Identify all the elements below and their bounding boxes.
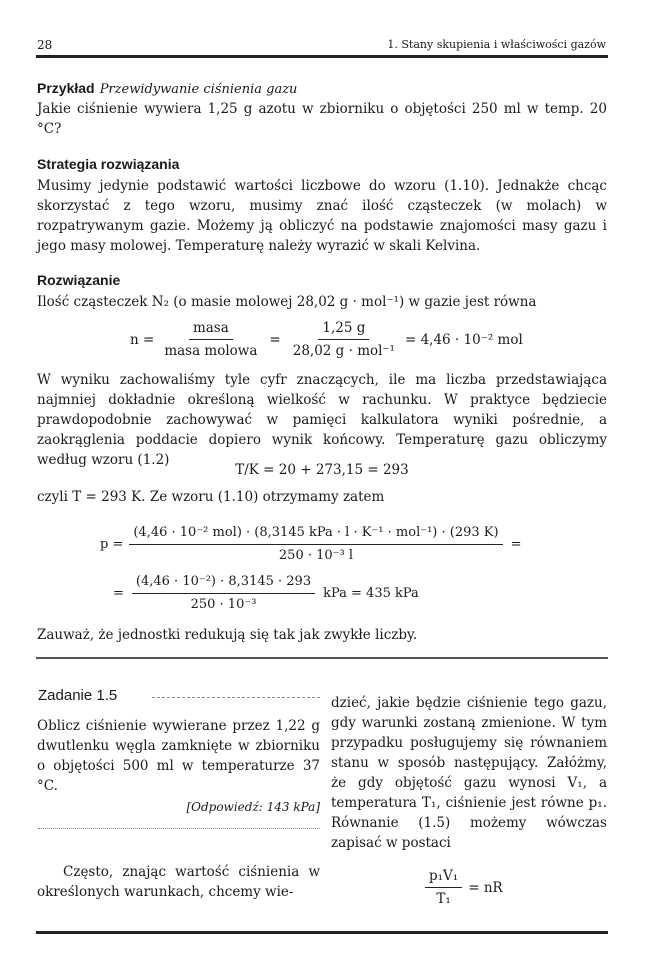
example-heading bbox=[37, 78, 607, 97]
eq3-fraction bbox=[132, 572, 315, 615]
eq3-den: 250 · 10⁻³ bbox=[190, 597, 257, 612]
state-rhs: = nR bbox=[468, 879, 503, 896]
solution-heading: Rozwiązanie bbox=[37, 272, 121, 288]
eq3-num: (4,46 · 10⁻²) · 8,3145 · 293 bbox=[132, 572, 315, 594]
eq2-tail: = bbox=[510, 536, 522, 552]
eq3-result: kPa = 435 kPa bbox=[323, 585, 419, 601]
equation-pressure-2 bbox=[113, 572, 419, 615]
eq1-frac2-num: 1,25 g bbox=[318, 318, 369, 340]
state-num: p₁V₁ bbox=[425, 866, 462, 888]
eq1-lhs: n = bbox=[130, 331, 155, 348]
page-number: 28 bbox=[37, 38, 53, 52]
eq1-frac2-den: 28,02 g · mol⁻¹ bbox=[292, 343, 395, 359]
eq2-fraction bbox=[129, 523, 502, 566]
eq2-num: (4,46 · 10⁻² mol) · (8,3145 kPa · l · K⁻¹ · mol⁻¹) · (293 K) bbox=[129, 523, 502, 545]
right-column-text: dzieć, jakie będzie ciśnienie tego gazu, gdy warunki zostaną zmienione. W tym przypadku posługujemy się równaniem stanu w sposób następujący. Załóżmy, że gdy objętość gazu wynosi V₁, a temperatura T₁, ciśnienie jest równe p₁. Równanie (1.5) możemy wówczas zapisać w postaci bbox=[331, 695, 607, 851]
eq1-frac1-den: masa molowa bbox=[164, 343, 258, 359]
exercise-title: Zadanie 1.5 bbox=[38, 687, 118, 704]
eq2-den: 250 · 10⁻³ l bbox=[278, 548, 354, 563]
eq1-result: = 4,46 · 10⁻² mol bbox=[404, 331, 523, 348]
header-rule bbox=[36, 55, 608, 58]
strategy-heading: Strategia rozwiązania bbox=[37, 156, 180, 172]
chapter-title: 1. Stany skupienia i właściwości gazów bbox=[387, 38, 606, 51]
exercise-bottom-rule bbox=[38, 828, 320, 830]
eq1-frac1-num: masa bbox=[189, 318, 233, 340]
equation-pressure-1 bbox=[100, 523, 521, 566]
example-question: Jakie ciśnienie wywiera 1,25 g azotu w zbiorniku o objętości 250 ml w temp. 20 °C? bbox=[37, 101, 607, 137]
example-label: Przykład bbox=[37, 80, 95, 96]
exercise-title-rule bbox=[152, 697, 320, 699]
solution-para3: czyli T = 293 K. Ze wzoru (1.10) otrzymamy zatem bbox=[37, 489, 385, 505]
footer-rule bbox=[36, 931, 608, 934]
state-den: T₁ bbox=[436, 891, 451, 907]
exercise-answer: [Odpowiedź: 143 kPa] bbox=[186, 800, 320, 814]
solution-para2: W wyniku zachowaliśmy tyle cyfr znaczących, ile ma liczba przedstawiająca najmniej dokładnie określoną wielkość w rachunku. W praktyce będziecie prawdopodobnie zachowywać w pamięci kalkulatora wyniki pośrednie, a zaokrąglenia poddacie dopiero wynik końcowy. Temperaturę gazu obliczymy według wzoru (1.2) bbox=[37, 372, 607, 468]
equation-temperature: T/K = 20 + 273,15 = 293 bbox=[235, 462, 409, 478]
solution-note: Zauważ, że jednostki redukują się tak jak zwykłe liczby. bbox=[37, 627, 418, 643]
left-bottom-text: Często, znając wartość ciśnienia w określonych warunkach, chcemy wie- bbox=[37, 864, 320, 900]
section-separator bbox=[36, 657, 608, 659]
eq3-lhs: = bbox=[113, 585, 124, 601]
eq1-equals: = bbox=[269, 331, 281, 348]
exercise-text: Oblicz ciśnienie wywierane przez 1,22 g dwutlenku węgla zamknięte w zbiorniku o objętości 500 ml w temperaturze 37 °C. bbox=[37, 718, 320, 794]
eq1-fraction-2 bbox=[289, 318, 399, 361]
solution-intro: Ilość cząsteczek N₂ (o masie molowej 28,02 g · mol⁻¹) w gazie jest równa bbox=[37, 294, 537, 310]
eq2-lhs: p = bbox=[100, 536, 124, 552]
strategy-text: Musimy jedynie podstawić wartości liczbowe do wzoru (1.10). Jednakże chcąc skorzystać z tego wzoru, musimy znać ilość cząsteczek (w molach) w rozpatrywanym gazie. Możemy ją obliczyć na podstawie znajomości masy gazu i jego masy molowej. Temperaturę należy wyrazić w skali Kelvina. bbox=[37, 178, 607, 254]
equation-moles bbox=[130, 318, 523, 361]
state-fraction bbox=[425, 866, 462, 909]
eq1-fraction-1 bbox=[160, 318, 261, 361]
example-title: Przewidywanie ciśnienia gazu bbox=[99, 82, 298, 97]
equation-state bbox=[425, 866, 503, 909]
